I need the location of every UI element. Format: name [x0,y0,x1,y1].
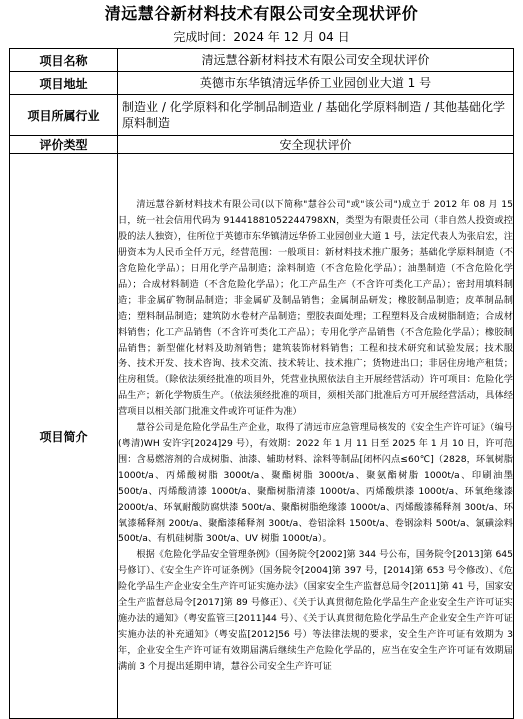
project-address-label: 项目地址 [10,72,118,95]
evaluation-type-value: 安全现状评价 [118,136,514,154]
industry-value: 制造业 / 化学原料和化学制品制造业 / 基础化学原料制造 / 其他基础化学原料制造 [118,95,514,136]
intro-paragraph: 清远慧谷新材料技术有限公司(以下简称"慧谷公司"或"该公司")成立于 2012 年 08 月 15 日，统一社会信用代码为 91441881052244798XN，类型为有限责任公司（非自然人投资或控股的法人独资），住所位于英德市东华镇清远华侨工业园创业大道 1 号，法定代表人为张启宏，注册资本为人民币全仟万元，经营范围：一般项目：新材料技术推广服务；基础化学原料制造（不含危险化学品）；日用化学产品制造；涂料制造（不含危险化学品）；油墨制造（不含危险化学品）；合成材料制造（不含危险化学品）；化工产品生产（不含许可类化工产品）；密封用填料制造；非金属矿物制品制造；非金属矿及制品销售；金属制品研发；橡胶制品制造；皮革制品制造；塑料制品制造；建筑防水卷材产品制造；塑胶表面处理；工程塑料及合成树脂制造；合成材料销售；化工产品销售（不含许可类化工产品）；专用化学产品销售（不含危险化学品）；橡胶制品销售；新型催化材料及助剂销售；建筑装饰材料销售；工程和技术研究和试验发展；技术服务、技术开发、技术咨询、技术交流、技术转让、技术推广；货物进出口；非居住房地产租赁；住房租赁。（除依法须经批准的项目外，凭营业执照依法自主开展经营活动）许可项目：危险化学品生产；新化学物质生产。（依法须经批准的项目，须相关部门批准后方可开展经营活动，具体经营项目以相关部门批准文件或许可证件为准） [118,199,513,418]
page-title: 清远慧谷新材料技术有限公司安全现状评价 [104,4,419,23]
table-row [10,49,514,72]
project-intro-text [118,154,514,719]
table-row [10,154,514,719]
project-intro-label: 项目简介 [10,154,118,719]
project-name-label: 项目名称 [10,49,118,72]
intro-paragraph: 慧谷公司是危险化学品生产企业，取得了清远市应急管理局核发的《安全生产许可证》（编号(粤清)WH 安许字[2024]29 号），有效期：2022 年 1 月 11 日至 2025 年 1 月 10 日，许可范围：含易燃溶剂的合成树脂、油漆、辅助材料、涂料等制品[闭杯闪点≤60℃]（2828，环氧树脂 1000t/a、丙烯酸树脂 3000t/a、聚酯树脂 3000t/a、聚氨酯树脂 1000t/a、印刷油墨 500t/a、丙烯酸清漆 1000t/a、聚酯树脂清漆 1000t/a、丙烯酸烘漆 1000t/a、环氧绝缘漆 2000t/a、环氧耐酸防腐烘漆 500t/a、聚酯树脂绝缘漆 1000t/a、丙烯酸漆稀释剂 300t/a、环氧漆稀释剂 200t/a、聚酯漆稀释剂 300t/a、卷铝涂料 1500t/a、卷钢涂料 500t/a、氯磺涂料 500t/a、有机硅树脂 300t/a、UV 树脂 1000t/a）。 [118,422,513,545]
project-name-value: 清远慧谷新材料技术有限公司安全现状评价 [118,49,514,72]
table-row [10,72,514,95]
evaluation-type-label: 评价类型 [10,136,118,154]
intro-paragraph: 根据《危险化学品安全管理条例》（国务院令[2002]第 344 号公布，国务院令[2013]第 645 号修订）、《安全生产许可证条例》（国务院令[2004]第 397 号，[2014]第 653 号令修改）、《危险化学品生产企业安全生产许可证实施办法》（国家安全生产监督总局令[2011]第 41 号，国家安全生产监督总局令[2017]第 89 号修正）、《关于认真贯彻危险化学品生产企业安全生产许可证实施办法的通知》（粤安监管三[2011]44 号）、《关于认真贯彻危险化学品生产企业安全生产许可证实施办法的补充通知》（粤安监[2012]56 号）等法律法规的要求，安全生产许可证有效期为 3 年，企业安全生产许可证有效期届满后继续生产危险化学品的，应当在安全生产许可证有效期届满前 3 个月提出延期申请，慧谷公司安全生产许可证 [118,549,513,672]
table-row [10,136,514,154]
industry-label: 项目所属行业 [10,95,118,136]
project-info-table [9,48,514,719]
completion-date: 完成时间：2024 年 12 月 04 日 [173,30,350,44]
project-address-value: 英德市东华镇清远华侨工业园创业大道 1 号 [118,72,514,95]
table-row [10,95,514,136]
